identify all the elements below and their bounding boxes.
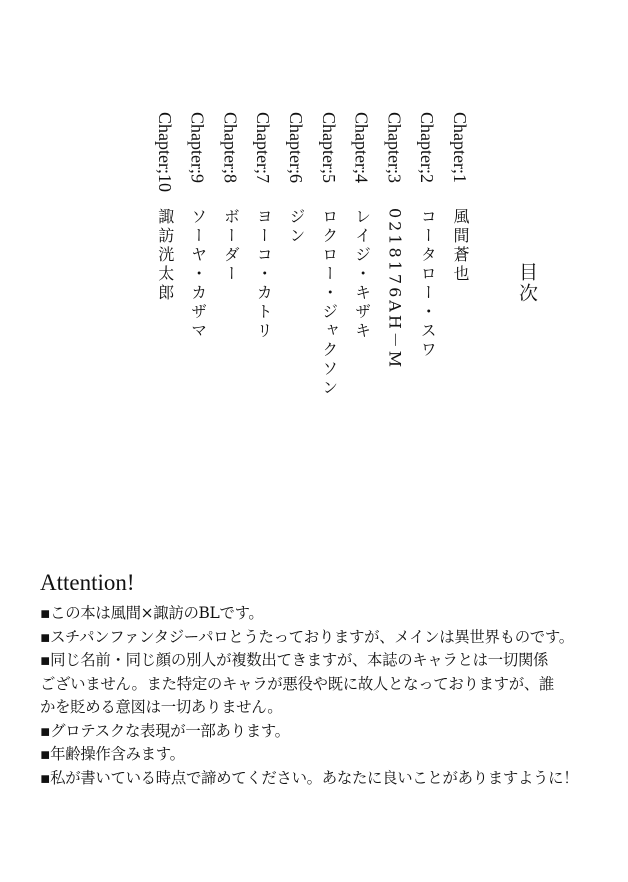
toc-entry — [449, 112, 471, 532]
attention-line: ▪同じ名前・同じ顔の別人が複数出てきますが、本誌のキャラとは一切関係 — [40, 651, 549, 669]
toc-entry — [285, 112, 307, 532]
chapter-name: コータロー・スワ — [418, 208, 438, 360]
chapter-label: Chapter;1 — [450, 112, 470, 183]
toc-entry — [219, 112, 241, 532]
attention-line: ございません。また特定のキャラが悪役や既に故人となっておりますが、誰 — [40, 674, 555, 693]
chapter-label: Chapter;2 — [417, 112, 438, 183]
chapter-name: 諏訪洸太郎 — [155, 208, 175, 303]
attention-line: ▪私が書いている時点で諦めてください。あなたに良いことがありますように！ — [40, 768, 579, 787]
chapter-label: Chapter;5 — [318, 112, 339, 183]
toc-entry — [187, 112, 209, 532]
chapter-label: Chapter;9 — [187, 112, 208, 183]
chapter-name: レイジ・キザキ — [352, 208, 372, 341]
chapter-name: ロクロー・ジャクソン — [319, 208, 339, 398]
chapter-name: ソーヤ・カザマ — [188, 208, 208, 341]
chapter-label: Chapter;6 — [286, 112, 306, 183]
toc-entry — [351, 112, 373, 532]
chapter-label: Chapter;7 — [253, 112, 274, 183]
attention-line: かを貶める意図は一切ありません。 — [40, 698, 283, 716]
chapter-name: 風間蒼也 — [451, 208, 470, 284]
toc-entry — [383, 112, 405, 532]
chapter-label: Chapter;8 — [220, 112, 241, 183]
attention-line: ▪年齢操作含みます。 — [40, 745, 185, 763]
chapter-name: ジン — [287, 208, 306, 246]
chapter-label: Chapter;4 — [351, 112, 372, 183]
toc-entry — [318, 112, 340, 532]
chapter-name: 0218176AH－M — [385, 208, 405, 371]
attention-line: ▪この本は風間×諏訪のBLです。 — [40, 604, 264, 622]
attention-heading: Attention! — [40, 570, 135, 595]
toc-entry — [252, 112, 274, 532]
chapter-name: ヨーコ・カトリ — [254, 208, 274, 341]
attention-line: ▪グロテスクな表現が一部あります。 — [40, 721, 290, 740]
attention-section — [40, 570, 620, 790]
chapter-label: Chapter;10 — [154, 112, 175, 192]
chapter-name: ボーダー — [221, 208, 241, 284]
toc-entry — [416, 112, 438, 532]
attention-line: ▪スチパンファンタジーパロとうたっておりますが、メインは異世界ものです。 — [40, 627, 574, 646]
toc-title: 目次 — [516, 262, 538, 304]
toc-entry — [154, 112, 176, 532]
chapter-label: Chapter;3 — [384, 112, 405, 183]
